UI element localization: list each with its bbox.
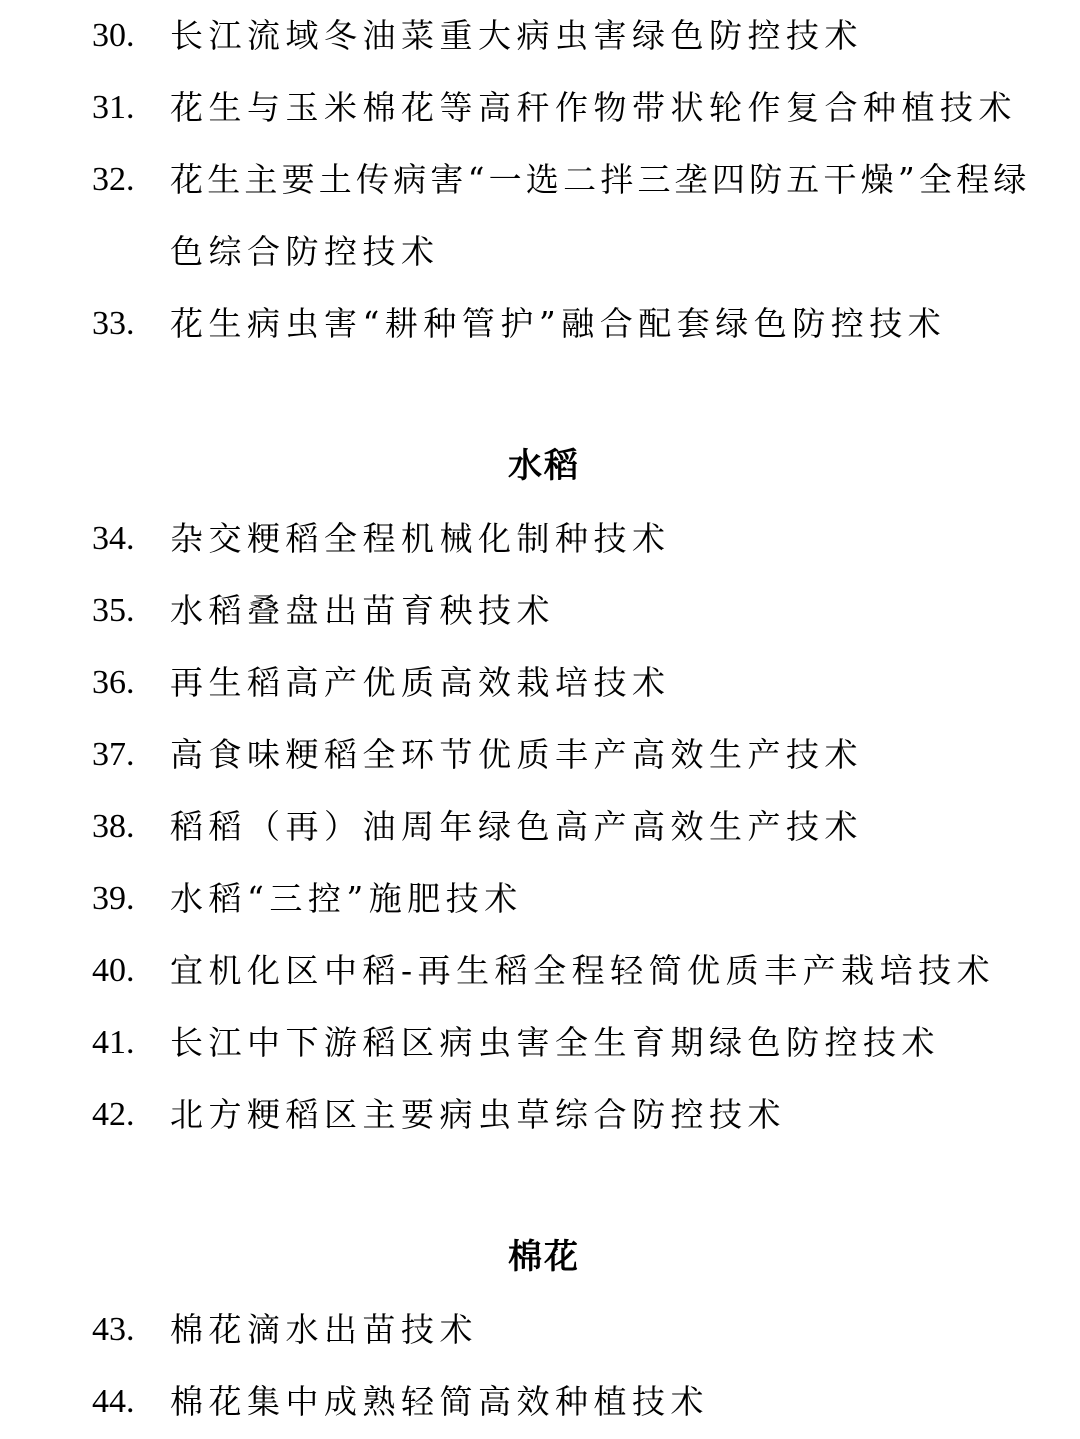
item-number: 33. [92,305,135,342]
item-text: 花生主要土传病害“一选二拌三垄四防五干燥”全程绿 [170,160,1031,199]
list-item [0,72,1080,144]
list-item [0,288,1080,360]
item-number: 39. [92,880,135,917]
item-number: 44. [92,1383,135,1420]
item-number: 32. [92,161,135,198]
item-number: 34. [92,520,135,557]
item-text: 杂交粳稻全程机械化制种技术 [170,519,671,558]
item-text: 水稻叠盘出苗育秧技术 [170,591,555,630]
item-number: 37. [92,736,135,773]
list-item [0,1079,1080,1151]
item-number: 40. [92,952,135,989]
item-text: 宜机化区中稻-再生稻全程轻简优质丰产栽培技术 [170,951,996,990]
list-item [0,1294,1080,1366]
item-text: 北方粳稻区主要病虫草综合防控技术 [170,1095,786,1134]
item-text: 水稻“三控”施肥技术 [170,879,523,918]
item-number: 31. [92,89,135,126]
list-item [0,144,1080,271]
item-text: 稻稻（再）油周年绿色高产高效生产技术 [170,807,863,846]
item-number: 35. [92,592,135,629]
list-item [0,503,1080,575]
item-text: 长江流域冬油菜重大病虫害绿色防控技术 [170,16,863,55]
item-number: 30. [92,17,135,54]
item-text: 长江中下游稻区病虫害全生育期绿色防控技术 [170,1023,940,1062]
item-number: 38. [92,808,135,845]
item-text-continuation: 色综合防控技术 [170,232,440,271]
item-number: 41. [92,1024,135,1061]
item-text: 花生病虫害“耕种管护”融合配套绿色防控技术 [170,304,947,343]
item-number: 36. [92,664,135,701]
section-heading-cotton: 棉花 [508,1237,580,1277]
item-text: 花生与玉米棉花等高秆作物带状轮作复合种植技术 [170,88,1017,127]
list-item [0,0,1080,72]
item-text: 再生稻高产优质高效栽培技术 [170,663,671,702]
item-number: 42. [92,1096,135,1133]
list-item [0,935,1080,1007]
item-number: 43. [92,1311,135,1348]
list-item [0,1366,1080,1438]
section-heading-rice: 水稻 [508,446,580,486]
list-item [0,791,1080,863]
list-item [0,647,1080,719]
list-item [0,719,1080,791]
list-item [0,1007,1080,1079]
item-text: 棉花集中成熟轻简高效种植技术 [170,1382,709,1421]
item-text: 高食味粳稻全环节优质丰产高效生产技术 [170,735,863,774]
item-text: 棉花滴水出苗技术 [170,1310,478,1349]
list-item [0,863,1080,935]
list-item [0,575,1080,647]
